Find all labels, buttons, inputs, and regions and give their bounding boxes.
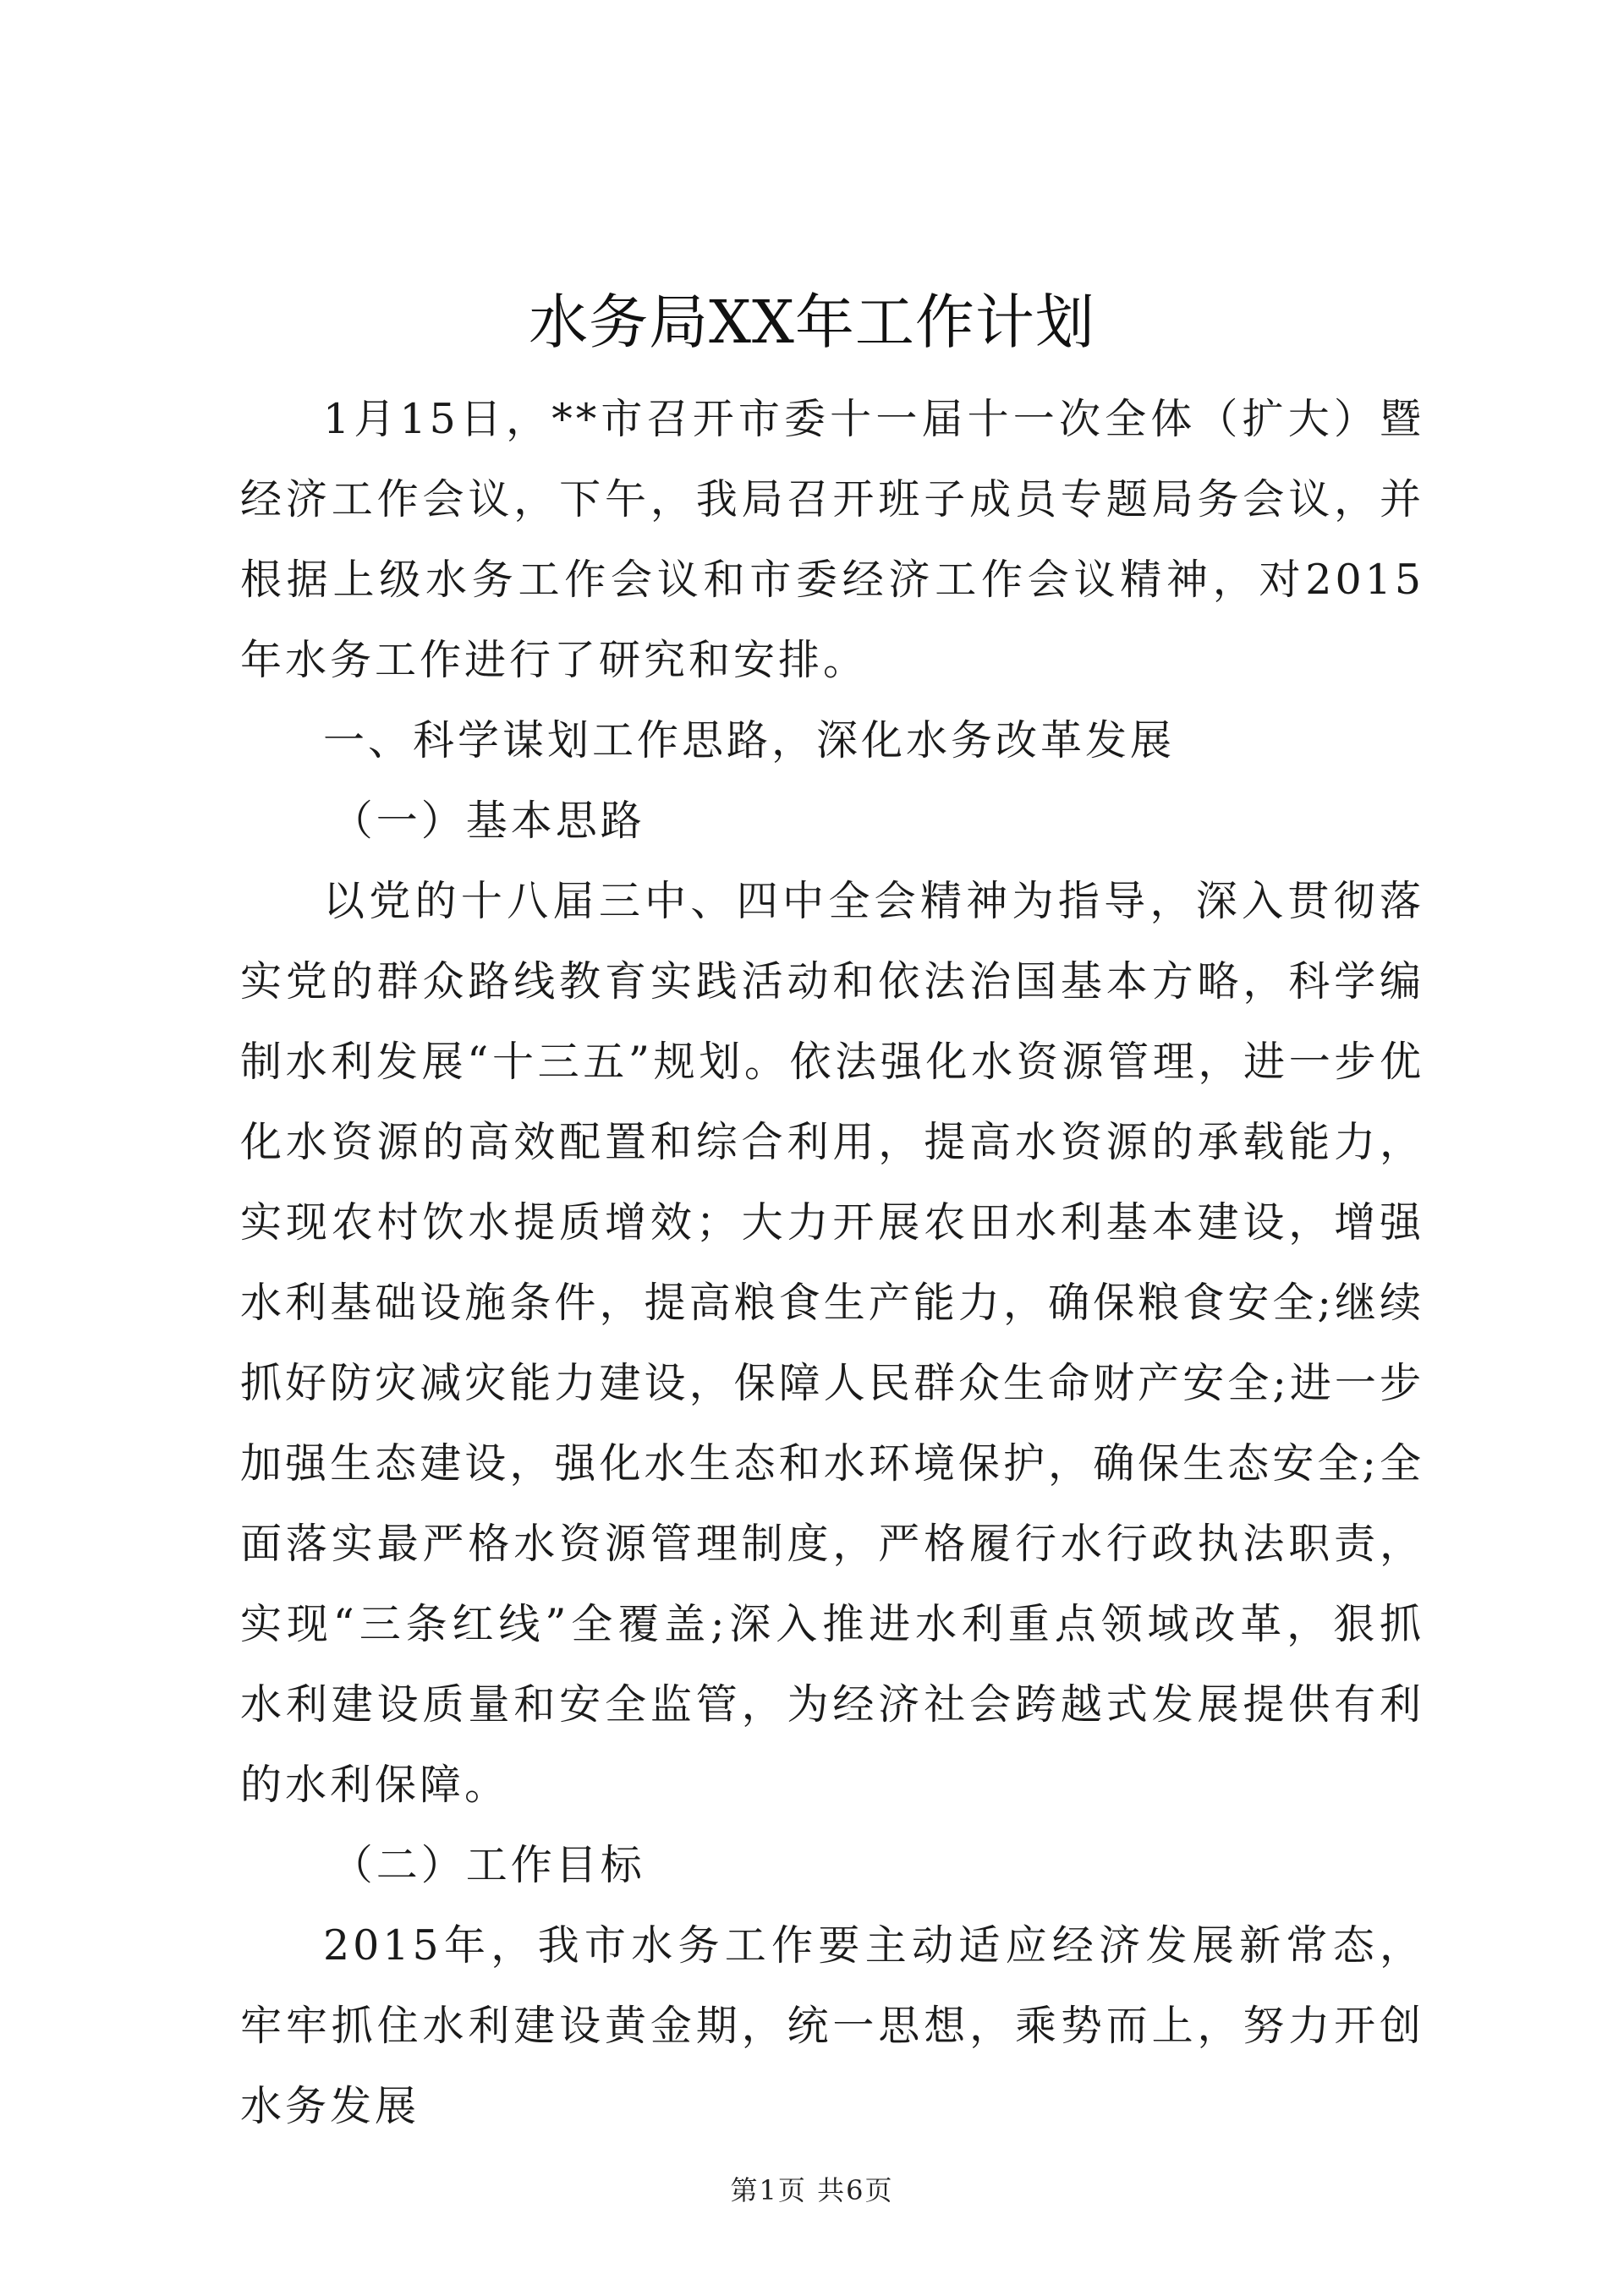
document-body [240, 379, 1424, 2146]
subsection-heading-work-goals: （二）工作目标 [331, 1841, 645, 1889]
paragraph-work-goals: 2015年，我市水务工作要主动适应经济发展新常态，牢牢抓住水利建设黄金期，统一思想，乘势而上，努力开创水务发展 [240, 1921, 1424, 2130]
paragraph-basic-approach: 以党的十八届三中、四中全会精神为指导，深入贯彻落实党的群众路线教育实践活动和依法治国基本方略，科学编制水利发展“十三五”规划。依法强化水资源管理，进一步优化水资源的高效配置和综合利用，提高水资源的承载能力，实现农村饮水提质增效；大力开展农田水利基本建设，增强水利基础设施条件，提高粮食生产能力，确保粮食安全;继续抓好防灾减灾能力建设，保障人民群众生命财产安全;进一步加强生态建设，强化水生态和水环境保护，确保生态安全;全面落实最严格水资源管理制度，严格履行水行政执法职责，实现“三条红线”全覆盖;深入推进水利重点领域改革，狠抓水利建设质量和安全监管，为经济社会跨越式发展提供有利的水利保障。 [240, 877, 1424, 1809]
document-title: 水务局XX年工作计划 [529, 288, 1095, 357]
page-number: 第1页 共6页 [730, 2174, 894, 2206]
subsection-heading-basic-approach: （一）基本思路 [331, 797, 645, 845]
paragraph-intro: 1月15日，**市召开市委十一届十一次全体（扩大）暨经济工作会议，下午，我局召开班子成员专题局务会议，并根据上级水务工作会议和市委经济工作会议精神，对2015年水务工作进行了研究和安排。 [240, 395, 1424, 684]
section-heading-1: 一、科学谋划工作思路，深化水务改革发展 [323, 716, 1176, 764]
